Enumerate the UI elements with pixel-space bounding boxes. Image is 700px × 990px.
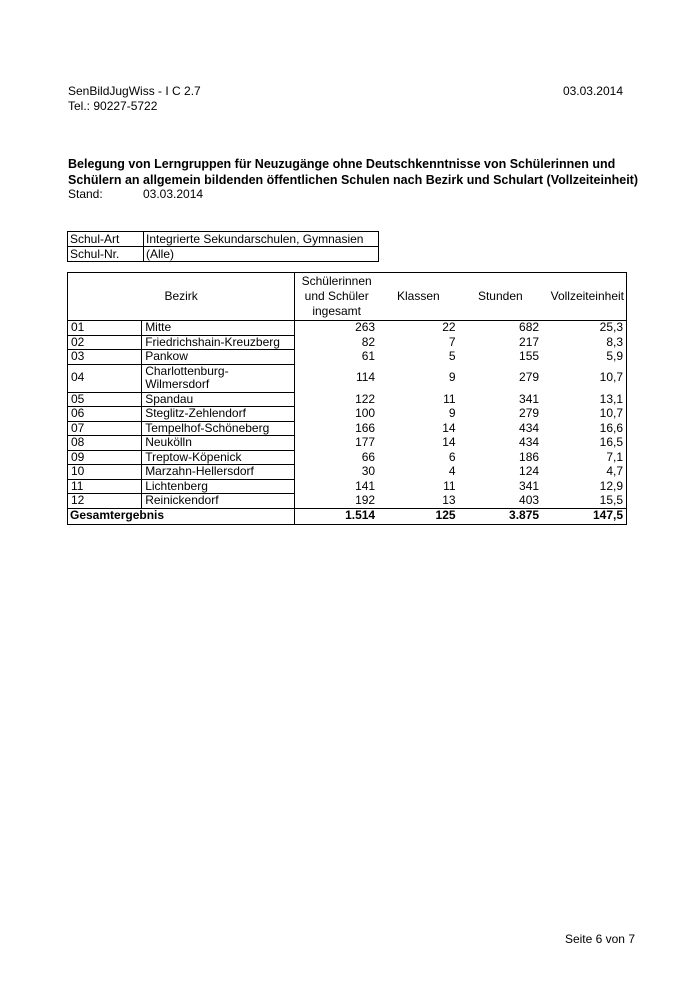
cell-bezirk: Treptow-Köpenick — [142, 450, 295, 465]
table-row — [68, 436, 627, 451]
cell-klassen: 11 — [443, 478, 456, 493]
filter-table — [67, 231, 379, 262]
cell-bezirk: Mitte — [142, 321, 295, 336]
cell-code: 04 — [68, 364, 142, 392]
cell-vze: 8,3 — [606, 334, 623, 349]
cell-vze: 10,7 — [599, 370, 623, 385]
cell-bezirk: Lichtenberg — [142, 479, 295, 494]
cell-code: 10 — [68, 465, 142, 480]
cell-schueler: 177 — [295, 436, 378, 451]
cell-bezirk: Friedrichshain-Kreuzberg — [142, 335, 295, 350]
report-title — [68, 156, 668, 188]
cell-stunden: 341 — [519, 391, 540, 406]
cell-stunden: 217 — [519, 334, 540, 349]
cell-vze: 7,1 — [606, 449, 623, 464]
cell-bezirk: Marzahn-Hellersdorf — [142, 465, 295, 480]
col-header-klassen: Klassen — [378, 273, 458, 321]
cell-klassen: 14 — [442, 435, 456, 449]
table-row — [68, 335, 627, 350]
cell-klassen: 9 — [448, 370, 456, 385]
cell-code: 08 — [68, 436, 142, 451]
report-title-line2: Schülern an allgemein bildenden öffentlichen Schulen nach Bezirk und Schulart (Vollzeiteinheit) — [68, 173, 638, 187]
table-row — [68, 494, 627, 509]
cell-vze: 12,9 — [599, 478, 623, 493]
cell-stunden: 341 — [519, 478, 540, 493]
cell-code: 03 — [68, 350, 142, 365]
cell-code: 09 — [68, 450, 142, 465]
cell-klassen: 7 — [448, 334, 456, 349]
table-row — [68, 407, 627, 422]
cell-klassen: 6 — [448, 449, 456, 464]
cell-stunden: 186 — [519, 449, 540, 464]
cell-klassen: 14 — [442, 420, 456, 435]
table-row — [68, 450, 627, 465]
cell-vze: 15,5 — [599, 492, 623, 507]
cell-bezirk: Tempelhof-Schöneberg — [142, 421, 295, 436]
col-header-stunden: Stunden — [459, 273, 542, 321]
table-row — [68, 321, 627, 336]
total-schueler: 1.514 — [295, 508, 378, 524]
page-number: Seite 6 von 7 — [564, 932, 635, 946]
cell-vze: 16,5 — [599, 435, 623, 449]
cell-schueler: 61 — [295, 350, 378, 365]
cell-vze: 25,3 — [599, 320, 623, 335]
schulart-label: Schul-Art — [68, 232, 144, 247]
schulnr-value: (Alle) — [144, 247, 379, 262]
cell-stunden: 155 — [519, 349, 540, 363]
cell-code: 11 — [68, 479, 142, 494]
filter-row-schulnr — [68, 247, 379, 262]
table-row — [68, 364, 627, 392]
stand-value: 03.03.2014 — [143, 187, 204, 201]
cell-klassen: 4 — [448, 464, 456, 478]
cell-code: 05 — [68, 392, 142, 407]
cell-bezirk: Neukölln — [142, 436, 295, 451]
col-header-vze: Vollzeiteinheit — [542, 273, 626, 321]
cell-code: 02 — [68, 335, 142, 350]
col-header-schueler-line2: und Schüler — [304, 289, 369, 303]
cell-schueler: 122 — [295, 392, 378, 407]
col-header-bezirk: Bezirk — [68, 273, 295, 321]
cell-stunden: 434 — [519, 435, 540, 449]
cell-schueler: 263 — [295, 321, 378, 336]
header-date: 03.03.2014 — [562, 84, 623, 98]
col-header-schueler-line1: Schülerinnen — [301, 274, 372, 288]
table-row — [68, 421, 627, 436]
cell-klassen: 13 — [442, 492, 456, 507]
cell-stunden: 403 — [519, 492, 540, 507]
cell-bezirk: Steglitz-Zehlendorf — [142, 407, 295, 422]
cell-bezirk: Charlottenburg-Wilmersdorf — [142, 364, 295, 392]
cell-vze: 16,6 — [599, 420, 623, 435]
cell-vze: 13,1 — [599, 391, 623, 406]
cell-schueler: 141 — [295, 479, 378, 494]
cell-schueler: 114 — [295, 364, 378, 392]
table-header-row — [68, 273, 627, 321]
cell-schueler: 82 — [295, 335, 378, 350]
table-row — [68, 392, 627, 407]
cell-schueler: 166 — [295, 421, 378, 436]
col-header-schueler-line3: ingesamt — [312, 304, 362, 318]
cell-schueler: 100 — [295, 407, 378, 422]
cell-schueler: 66 — [295, 450, 378, 465]
total-stunden: 3.875 — [459, 508, 542, 524]
phone-label: Tel.: 90227-5722 — [68, 99, 158, 113]
cell-stunden: 279 — [519, 370, 540, 385]
cell-schueler: 192 — [295, 494, 378, 509]
office-label: SenBildJugWiss - I C 2.7 — [68, 84, 201, 98]
cell-code: 12 — [68, 494, 142, 509]
cell-vze: 5,9 — [606, 349, 623, 363]
cell-code: 06 — [68, 407, 142, 422]
cell-code: 07 — [68, 421, 142, 436]
cell-vze: 4,7 — [606, 464, 623, 478]
filter-row-schulart — [68, 232, 379, 247]
cell-klassen: 22 — [442, 320, 456, 335]
cell-bezirk: Spandau — [142, 392, 295, 407]
cell-klassen: 9 — [448, 406, 456, 420]
cell-klassen: 11 — [443, 391, 456, 406]
table-row — [68, 465, 627, 480]
schulnr-label: Schul-Nr. — [68, 247, 144, 262]
cell-schueler: 30 — [295, 465, 378, 480]
cell-code: 01 — [68, 321, 142, 336]
table-row — [68, 350, 627, 365]
total-klassen: 125 — [378, 508, 458, 524]
table-total-row — [68, 508, 627, 524]
cell-stunden: 124 — [519, 464, 540, 478]
total-vze: 147,5 — [542, 508, 626, 524]
cell-stunden: 682 — [519, 320, 540, 335]
cell-bezirk: Pankow — [142, 350, 295, 365]
cell-klassen: 5 — [448, 349, 456, 363]
total-label: Gesamtergebnis — [68, 508, 295, 524]
table-row — [68, 479, 627, 494]
schulart-value: Integrierte Sekundarschulen, Gymnasien — [144, 232, 379, 247]
col-header-schueler — [295, 273, 378, 321]
cell-bezirk: Reinickendorf — [142, 494, 295, 509]
stand-label: Stand: — [68, 187, 103, 201]
report-title-line1: Belegung von Lerngruppen für Neuzugänge ohne Deutschkenntnisse von Schülerinnen und — [68, 157, 616, 171]
cell-vze: 10,7 — [599, 406, 623, 420]
cell-stunden: 434 — [519, 420, 540, 435]
cell-stunden: 279 — [519, 406, 540, 420]
data-table — [67, 272, 627, 525]
